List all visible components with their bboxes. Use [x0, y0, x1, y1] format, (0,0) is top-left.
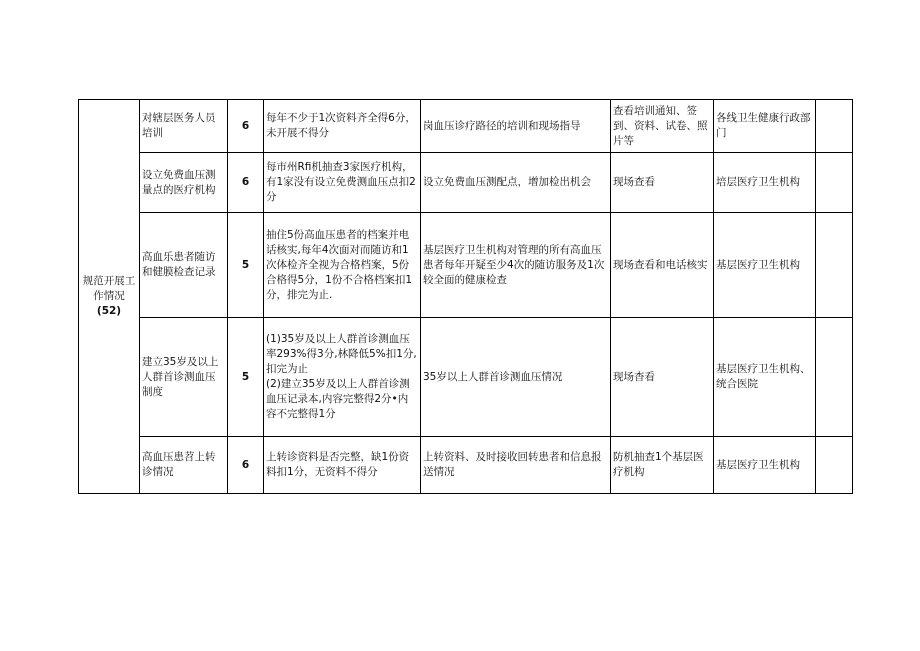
note-cell	[816, 100, 853, 153]
criteria-cell: 每市州Rfi机抽查3家医疗机构，有1家没有设立免费测血压点扣2分	[264, 153, 421, 213]
content-cell: 设立免费血压测配点，增加检出机会	[421, 153, 611, 213]
evaluation-table	[78, 99, 853, 494]
note-cell	[816, 213, 853, 318]
method-cell: 查看培训通知、签到、资料、试卷、照片等	[611, 100, 714, 153]
target-cell: 培层医疗卫生机构	[714, 153, 816, 213]
content-cell: 基层医疗卫生机构对管理的所有高血压患者每年开疑至少4次的随访服务及1次较全面的健康检查	[421, 213, 611, 318]
item-cell: 建立35岁及以上人群首诊测血压制度	[140, 318, 228, 437]
table-row	[79, 437, 853, 494]
table-row	[79, 318, 853, 437]
item-cell: 高血乐患者随访和健膜检查记录	[140, 213, 228, 318]
target-cell: 基层医疗卫生机构	[714, 213, 816, 318]
category-score: (52)	[96, 305, 122, 317]
note-cell	[816, 437, 853, 494]
table-row	[79, 153, 853, 213]
category-label: 规范开展工作情况	[82, 275, 136, 302]
note-cell	[816, 318, 853, 437]
target-cell: 各线卫生健康行政部门	[714, 100, 816, 153]
criteria-cell: 抽住5份高血压患者的档案并电话核实,每年4次面对而随访和1次体检齐全视为合格档案，5份合格得5分，1份不合格档案扣1分，排完为止.	[264, 213, 421, 318]
criteria-cell	[264, 318, 421, 437]
method-cell: 现场查看和电话核实	[611, 213, 714, 318]
criteria-cell: 每年不少于1次资料齐全得6分，未开展不得分	[264, 100, 421, 153]
category-cell	[79, 100, 140, 494]
table-row	[79, 213, 853, 318]
item-cell: 高血压患苕上转诊情况	[140, 437, 228, 494]
criteria-line: (1)35岁及以上人群首诊测血压率293%得3分,林降低5%扣1分,扣完为止	[266, 333, 417, 375]
score-cell: 6	[228, 153, 264, 213]
method-cell: 现场查看	[611, 153, 714, 213]
method-cell: 现场杳看	[611, 318, 714, 437]
score-cell: 6	[228, 437, 264, 494]
content-cell: 35岁以上人群首诊测血压情况	[421, 318, 611, 437]
content-cell: 岗血压诊疗路径的培训和现场指导	[421, 100, 611, 153]
criteria-cell: 上转诊资料是否完整，缺1份资料扣1分，无资料不得分	[264, 437, 421, 494]
score-cell: 5	[228, 213, 264, 318]
item-cell: 对辖层医务人员培训	[140, 100, 228, 153]
note-cell	[816, 153, 853, 213]
content-cell: 上转资料、及时接收回转患者和信息报送情况	[421, 437, 611, 494]
criteria-line: (2)建立35岁及以上人群首诊测血压记录本,内容完整得2分•内容不完整得1分	[266, 378, 410, 420]
method-cell: 防机抽查1个基层医疗机构	[611, 437, 714, 494]
item-cell: 设立免费血压测量点的医疗机构	[140, 153, 228, 213]
score-cell: 6	[228, 100, 264, 153]
target-cell: 基层医疗卫生机构	[714, 437, 816, 494]
score-cell: 5	[228, 318, 264, 437]
table-row	[79, 100, 853, 153]
target-cell: 基层医疗卫生机构、统合医院	[714, 318, 816, 437]
